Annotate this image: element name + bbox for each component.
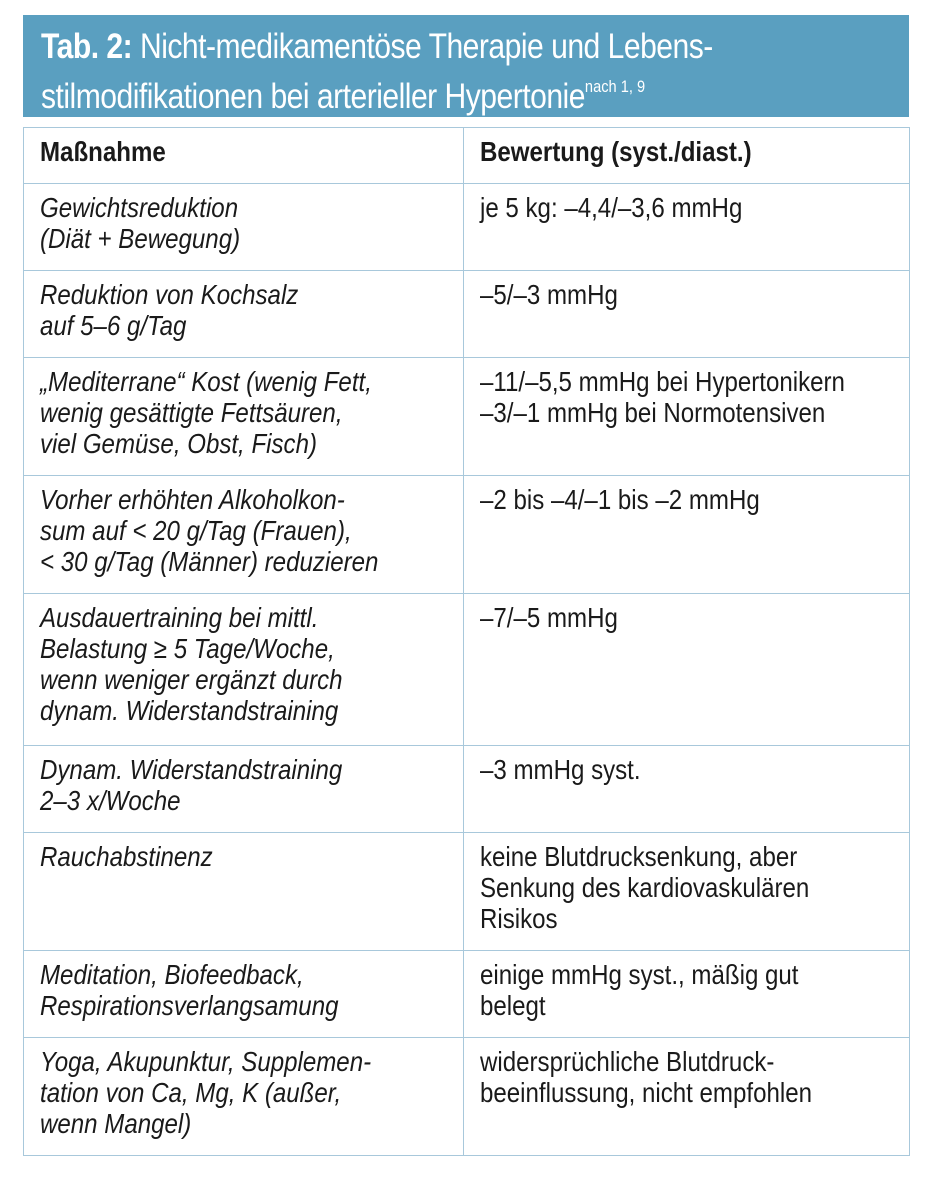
title-line-2 [41, 67, 787, 117]
rating-cell: –11/–5,5 mmHg bei Hypertonikern –3/–1 mmHg bei Normotensiven [464, 358, 910, 476]
measure-cell: Vorher erhöhten Alkoholkon- sum auf < 20 g/Tag (Frauen), < 30 g/Tag (Männer) reduzieren [24, 476, 464, 594]
title-citation: nach 1, 9 [584, 77, 646, 96]
table-row [24, 833, 910, 951]
table-header-row [24, 128, 910, 184]
table-row [24, 951, 910, 1038]
header-rating: Bewertung (syst./diast.) [464, 128, 910, 184]
table-row [24, 594, 910, 746]
rating-cell: je 5 kg: –4,4/–3,6 mmHg [464, 184, 910, 271]
measure-cell: Dynam. Widerstandstraining 2–3 x/Woche [24, 746, 464, 833]
title-line-1 [41, 27, 787, 67]
table-row [24, 476, 910, 594]
header-measure: Maßnahme [24, 128, 464, 184]
rating-cell: keine Blutdrucksenkung, aber Senkung des kardiovaskulären Risikos [464, 833, 910, 951]
title-text-line-1: Nicht-medikamentöse Therapie und Lebens- [132, 27, 713, 66]
table-row [24, 746, 910, 833]
measure-cell: Reduktion von Kochsalz auf 5–6 g/Tag [24, 271, 464, 358]
therapy-table [23, 127, 910, 1156]
measure-cell: Rauchabstinenz [24, 833, 464, 951]
title-text-line-2: stilmodifikationen bei arterieller Hypertonie [41, 77, 585, 116]
rating-cell: –5/–3 mmHg [464, 271, 910, 358]
table-row [24, 358, 910, 476]
measure-cell: „Mediterrane“ Kost (wenig Fett, wenig gesättigte Fettsäuren, viel Gemüse, Obst, Fisch) [24, 358, 464, 476]
table-row [24, 271, 910, 358]
measure-cell: Meditation, Biofeedback, Respirationsverlangsamung [24, 951, 464, 1038]
rating-cell: –2 bis –4/–1 bis –2 mmHg [464, 476, 910, 594]
rating-cell: –7/–5 mmHg [464, 594, 910, 746]
table-row [24, 1038, 910, 1156]
table-title-banner [23, 15, 909, 117]
rating-cell: widersprüchliche Blutdruck- beeinflussung, nicht empfohlen [464, 1038, 910, 1156]
measure-cell: Yoga, Akupunktur, Supplemen- tation von Ca, Mg, K (außer, wenn Mangel) [24, 1038, 464, 1156]
measure-cell: Ausdauertraining bei mittl. Belastung ≥ 5 Tage/Woche, wenn weniger ergänzt durch dynam. Widerstandstraining [24, 594, 464, 746]
table-label: Tab. 2: [41, 27, 133, 66]
rating-cell: –3 mmHg syst. [464, 746, 910, 833]
table-row [24, 184, 910, 271]
measure-cell: Gewichtsreduktion (Diät + Bewegung) [24, 184, 464, 271]
rating-cell: einige mmHg syst., mäßig gut belegt [464, 951, 910, 1038]
